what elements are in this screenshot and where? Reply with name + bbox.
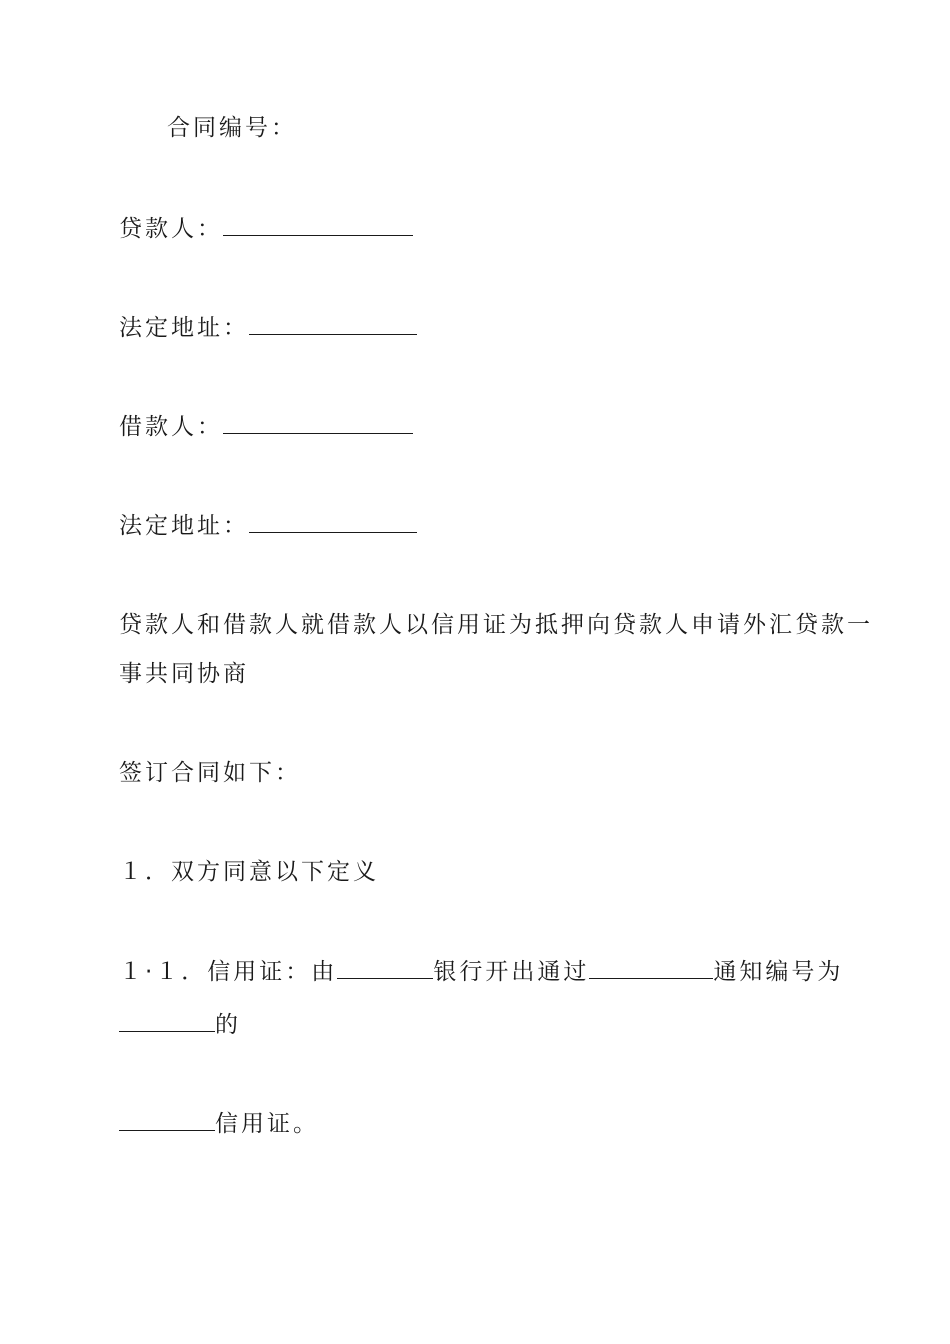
lender-address-label: 法定地址： — [119, 315, 249, 341]
lender-blank[interactable] — [223, 213, 413, 236]
clause-1-1-line-2 — [119, 1009, 241, 1040]
sign-text: 签订合同如下： — [119, 760, 301, 786]
clause-1-1-part2: 银行开出通过 — [433, 959, 590, 985]
clause-1-1-part4: 的 — [215, 1012, 241, 1038]
intro-text-2: 事共同协商 — [119, 661, 249, 687]
clause-1-1-part3: 通知编号为 — [713, 959, 844, 985]
issuing-bank-blank[interactable] — [337, 956, 433, 979]
clause-1-1-line-3 — [119, 1108, 319, 1139]
clause-1-1-part1: １·１．信用证：由 — [119, 959, 338, 985]
lender-label: 贷款人： — [119, 216, 223, 242]
borrower-label: 借款人： — [119, 414, 223, 440]
borrower-address-line — [119, 510, 417, 541]
advising-bank-blank[interactable] — [589, 956, 713, 979]
lender-line — [119, 213, 413, 244]
borrower-address-label: 法定地址： — [119, 513, 249, 539]
clause-1-title: １．双方同意以下定义 — [119, 859, 379, 885]
lc-type-blank[interactable] — [119, 1108, 215, 1131]
borrower-address-blank[interactable] — [249, 510, 417, 533]
clause-1-1-part5: 信用证。 — [215, 1111, 319, 1137]
lc-number-blank[interactable] — [119, 1009, 215, 1032]
borrower-blank[interactable] — [223, 411, 413, 434]
clause-1-1-line-1 — [119, 956, 843, 987]
sign-line — [119, 758, 301, 788]
contract-number-line — [167, 113, 297, 143]
intro-text-1: 贷款人和借款人就借款人以信用证为抵押向贷款人申请外汇贷款一 — [119, 612, 873, 638]
borrower-line — [119, 411, 413, 442]
clause-1-title-line — [119, 857, 379, 887]
contract-number-label: 合同编号： — [167, 115, 297, 141]
lender-address-blank[interactable] — [249, 312, 417, 335]
intro-line-2 — [119, 659, 249, 689]
intro-line-1 — [119, 610, 873, 640]
lender-address-line — [119, 312, 417, 343]
